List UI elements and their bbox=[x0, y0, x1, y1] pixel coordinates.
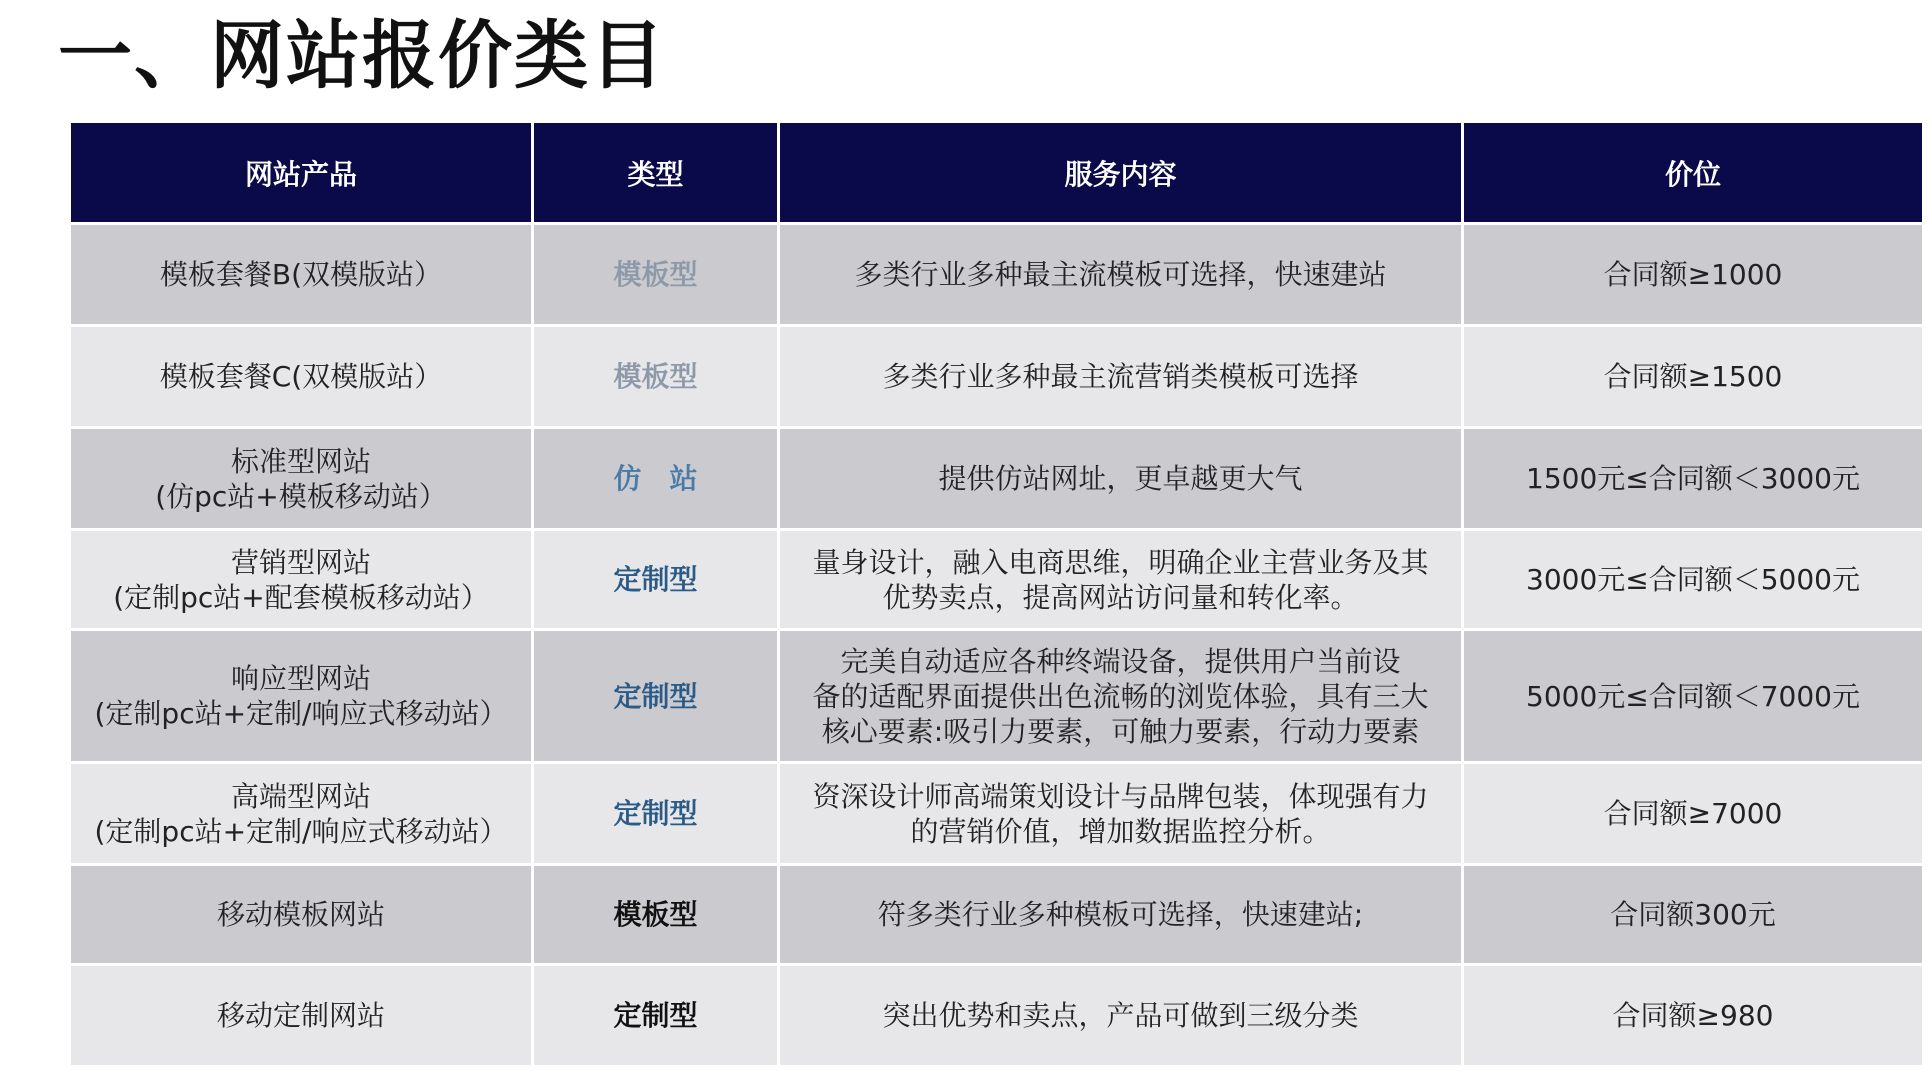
service-cell: 资深设计师高端策划设计与品牌包装，体现强有力 的营销价值，增加数据监控分析。 bbox=[779, 763, 1463, 865]
price-cell: 1500元≤合同额＜3000元 bbox=[1463, 428, 1924, 530]
type-cell: 模板型 bbox=[533, 224, 779, 326]
price-table bbox=[68, 120, 1925, 1068]
product-cell: 营销型网站 (定制pc站+配套模板移动站） bbox=[70, 530, 533, 630]
header-type: 类型 bbox=[533, 122, 779, 224]
service-cell: 突出优势和卖点，产品可做到三级分类 bbox=[779, 965, 1463, 1067]
service-cell: 多类行业多种最主流营销类模板可选择 bbox=[779, 326, 1463, 428]
service-cell: 多类行业多种最主流模板可选择，快速建站 bbox=[779, 224, 1463, 326]
product-cell: 标准型网站 (仿pc站+模板移动站） bbox=[70, 428, 533, 530]
type-cell: 定制型 bbox=[533, 763, 779, 865]
product-cell: 模板套餐B(双模版站） bbox=[70, 224, 533, 326]
product-cell: 移动定制网站 bbox=[70, 965, 533, 1067]
table-row bbox=[70, 224, 1924, 326]
table-header-row bbox=[70, 122, 1924, 224]
table-row bbox=[70, 326, 1924, 428]
service-cell: 符多类行业多种模板可选择，快速建站; bbox=[779, 865, 1463, 965]
header-price: 价位 bbox=[1463, 122, 1924, 224]
type-cell: 定制型 bbox=[533, 965, 779, 1067]
table-row bbox=[70, 763, 1924, 865]
header-service: 服务内容 bbox=[779, 122, 1463, 224]
price-cell: 合同额≥980 bbox=[1463, 965, 1924, 1067]
table-row bbox=[70, 965, 1924, 1067]
type-cell: 定制型 bbox=[533, 530, 779, 630]
type-cell: 仿 站 bbox=[533, 428, 779, 530]
table-row bbox=[70, 428, 1924, 530]
product-cell: 移动模板网站 bbox=[70, 865, 533, 965]
price-cell: 5000元≤合同额＜7000元 bbox=[1463, 630, 1924, 763]
price-cell: 3000元≤合同额＜5000元 bbox=[1463, 530, 1924, 630]
service-cell: 提供仿站网址，更卓越更大气 bbox=[779, 428, 1463, 530]
product-cell: 模板套餐C(双模版站） bbox=[70, 326, 533, 428]
type-cell: 定制型 bbox=[533, 630, 779, 763]
table-row bbox=[70, 630, 1924, 763]
service-cell: 完美自动适应各种终端设备，提供用户当前设 备的适配界面提供出色流畅的浏览体验，具有三大 核心要素:吸引力要素，可触力要素，行动力要素 bbox=[779, 630, 1463, 763]
header-product: 网站产品 bbox=[70, 122, 533, 224]
price-cell: 合同额≥1000 bbox=[1463, 224, 1924, 326]
price-cell: 合同额≥1500 bbox=[1463, 326, 1924, 428]
product-cell: 响应型网站 (定制pc站+定制/响应式移动站） bbox=[70, 630, 533, 763]
price-cell: 合同额300元 bbox=[1463, 865, 1924, 965]
page-title: 一、网站报价类目 bbox=[58, 13, 666, 99]
table-row bbox=[70, 865, 1924, 965]
service-cell: 量身设计，融入电商思维，明确企业主营业务及其 优势卖点，提高网站访问量和转化率。 bbox=[779, 530, 1463, 630]
table-row bbox=[70, 530, 1924, 630]
type-cell: 模板型 bbox=[533, 865, 779, 965]
price-cell: 合同额≥7000 bbox=[1463, 763, 1924, 865]
product-cell: 高端型网站 (定制pc站+定制/响应式移动站） bbox=[70, 763, 533, 865]
type-cell: 模板型 bbox=[533, 326, 779, 428]
